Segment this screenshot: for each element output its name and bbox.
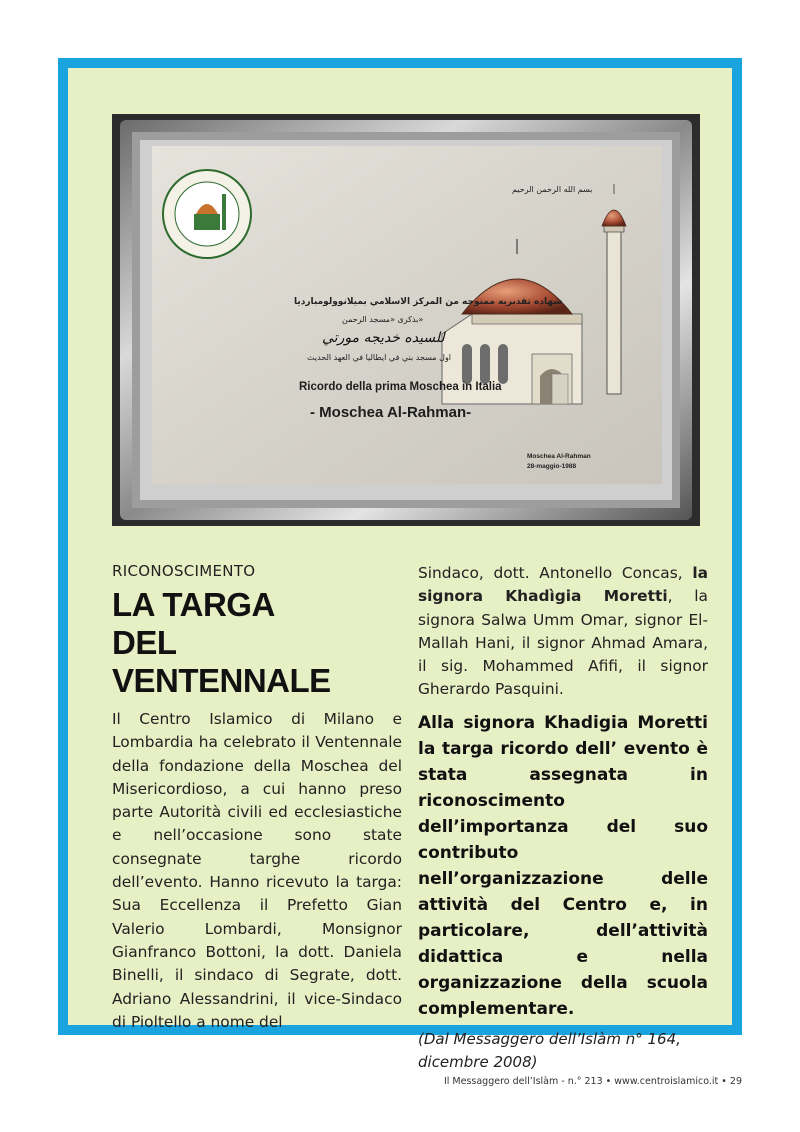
plaque-arabic-line2: بذكرى «مسجد الرحمن»	[342, 315, 424, 324]
paragraph2-end: , la signora Salwa Umm Omar, signor El-Mallah Hani, il signor Ahmad Amara, il sig. Mohammed Afifi, il signor Gherardo Pasquini.	[418, 587, 708, 699]
article-kicker: RICONOSCIMENTO	[112, 562, 256, 580]
plaque-italian-line1: Ricordo della prima Moschea in Italia	[299, 381, 502, 393]
left-column	[112, 562, 402, 1034]
article-citation: (Dal Messaggero dell’Islàm n° 164, dicembre 2008)	[418, 1029, 681, 1071]
plaque-bismillah: بسم الله الرحمن الرحيم	[512, 185, 593, 194]
page-frame	[58, 58, 742, 1071]
article-highlight: Alla signora Khadigia Moretti la targa ricordo dell’ evento è stata assegnata in riconoscimento dell’importanza del suo contributo nell’organizzazione delle attività del Centro e, in particolare, dell’attività didattica e nella organizzazione della scuola complementare.	[418, 712, 708, 1019]
plaque-arabic-line1: شهاده تقديريه ممنوحه من المركز الاسلامي بميلانوولومبارديا	[294, 297, 563, 307]
emblem-icon	[163, 170, 251, 258]
content-panel	[68, 68, 732, 1071]
right-column	[418, 562, 708, 1074]
paragraph2-start: Sindaco, dott. Antonello Concas,	[418, 564, 693, 582]
article-title-line2: DEL VENTENNALE	[112, 624, 331, 699]
article-title-line1: LA TARGA	[112, 586, 275, 623]
plaque-arabic-line3: للسيده خديجه مورتي	[322, 330, 445, 346]
article-title	[112, 586, 402, 700]
plaque-photo	[112, 114, 700, 526]
plaque-arabic-line4: اول مسجد بني في ايطاليا في العهد الحديث	[307, 353, 452, 362]
article-paragraph-2	[418, 562, 708, 702]
paragraph2-bold-name: la signora Khadìgia Moretti	[418, 564, 708, 606]
page-footer: Il Messaggero dell’Islàm - n.° 213 • www.centroislamico.it • 29	[443, 1076, 742, 1087]
article-paragraph-1: Il Centro Islamico di Milano e Lombardia ha celebrato il Ventennale della fondazione della Moschea del Misericordioso, a cui hanno preso parte Autorità civili ed ecclesiastiche e nell’occasione sono state consegnate targhe ricordo dell’evento. Hanno ricevuto la targa: Sua Eccellenza il Prefetto Gian Valerio Lombardi, Monsignor Gianfranco Bottoni, la dott. Daniela Binelli, il sindaco di Segrate, dott. Adriano Alessandrini, il vice-Sindaco di Pioltello a nome del	[112, 710, 402, 1031]
plaque-caption-line1: Moschea Al-Rahman	[527, 453, 591, 460]
plaque-caption-line2: 28-maggio-1988	[527, 463, 577, 470]
plaque-italian-line2: - Moschea Al-Rahman-	[310, 404, 472, 421]
